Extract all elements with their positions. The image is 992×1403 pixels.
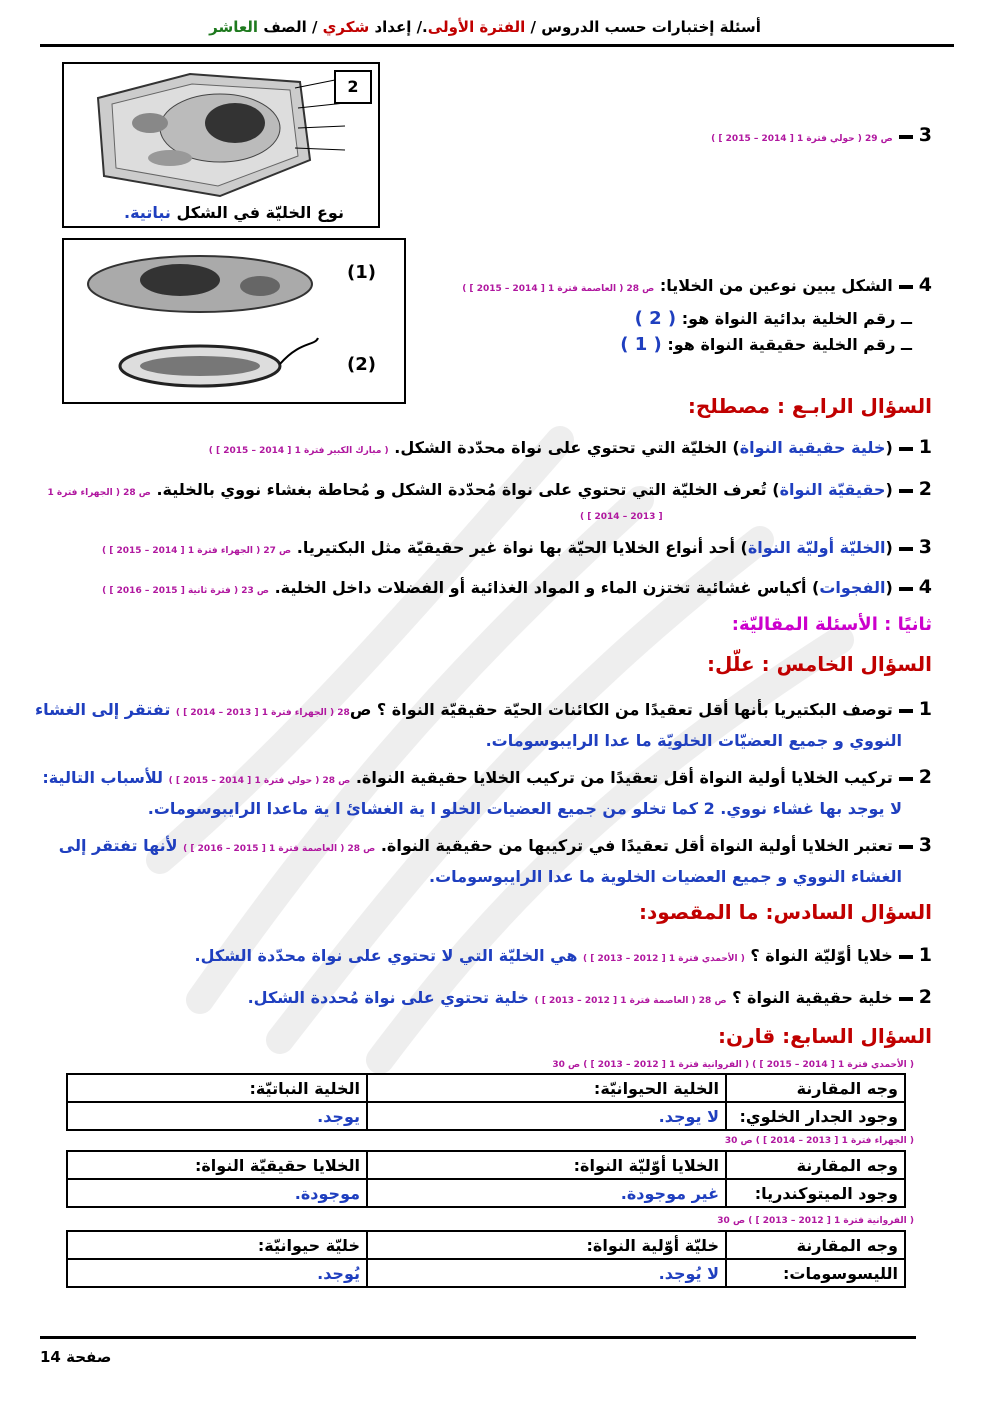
comparison-table-2 (66, 1150, 906, 1208)
question-4 (462, 272, 932, 302)
item-number: 2 (918, 986, 932, 1008)
figure-caption-answer: نباتية. (124, 203, 171, 222)
item-reference: ص 28 ( العاصمة فترة 1 [ 2015 – 2016 ] ) (183, 844, 376, 854)
table-header-row (67, 1231, 905, 1259)
item-reference: ص 28 ( الجهراء فترة 1 (47, 488, 151, 498)
question-3 (711, 124, 932, 146)
header-prepared-by: ./ إعداد (374, 18, 428, 36)
term-definition: تُعرف الخليّة التي تحتوي على نواة مُحدّدة الشكل و مُحاطة بغشاء نووي بالخلية. (156, 480, 767, 499)
reason-question: تعتبر الخلايا أولية النواة أقل تعقيدًا في تركيبها من حقيقية النواة. (380, 836, 893, 855)
reason-item-1 (35, 696, 932, 726)
table-header-cell: الخلية الحيوانيّة: (367, 1074, 726, 1102)
paren-open: ( (885, 538, 893, 557)
question-reference: ص 28 ( العاصمة فترة 1 [ 2014 – 2015 ] ) (462, 284, 655, 294)
item-number: 4 (918, 576, 932, 598)
table-row (67, 1259, 905, 1287)
table-header-cell: وجه المقارنة (726, 1231, 905, 1259)
item-reference: ص 23 ( فترة ثانية [ 2015 – 2016 ] ) (102, 586, 269, 596)
term-answer: الفجوات (819, 578, 886, 597)
q4-answer-1: ( 2 ) (634, 308, 677, 329)
table-header-cell: الخلايا حقيقيّة النواة: (67, 1151, 367, 1179)
dash-marker (899, 845, 913, 849)
table-cell: لا يُوجد. (367, 1259, 726, 1287)
dash-marker (899, 285, 913, 289)
plant-cell-drawing (70, 68, 350, 198)
meaning-question: خلايا أوّليّة النواة ؟ (750, 946, 893, 965)
table-header-cell: وجه المقارنة (726, 1074, 905, 1102)
item-reference-continued: [ 2013 – 2014 ] ) (580, 512, 663, 522)
header-period: الفترة الأولى (427, 18, 526, 36)
table-cell: غير موجودة. (367, 1179, 726, 1207)
table-cell: وجود الجدار الخلوي: (726, 1102, 905, 1130)
question-reference: ص 29 ( حولي فترة 1 [ 2014 – 2015 ] ) (711, 134, 893, 144)
two-cells-drawing (80, 246, 320, 396)
reason-question: توصف البكتيريا بأنها أقل تعقيدًا من الكائنات الحيّة حقيقيّة النواة ؟ ص (349, 700, 893, 719)
dash-marker (899, 709, 913, 713)
item-reference: ص 28 ( العاصمة فترة 1 [ 2012 – 2013 ] ) (534, 996, 727, 1006)
table-header-cell: الخلية النباتيّة: (67, 1074, 367, 1102)
cell-label-2: (2) (347, 354, 376, 375)
table-cell: لا يوجد. (367, 1102, 726, 1130)
q4-answer-2: ( 1 ) (620, 334, 662, 355)
dash-marker (899, 447, 913, 451)
header-grade-label: / الصف (263, 18, 318, 36)
table-header-row (67, 1074, 905, 1102)
item-number: 1 (918, 698, 932, 720)
section-7-title: السؤال السابع: قارن: (718, 1024, 932, 1048)
table-reference: ( الفروانية فترة 1 [ 2012 – 2013 ] ) ص 30 (717, 1216, 914, 1226)
dash-marker (899, 587, 913, 591)
reason-answer: تفتقر إلى الغشاء (34, 700, 171, 719)
table-cell: وجود الميتوكندريا: (726, 1179, 905, 1207)
paren-close: ) (812, 578, 820, 597)
table-reference: ( الجهراء فترة 1 [ 2013 – 2014 ] ) ص 30 (724, 1136, 914, 1146)
table-header-cell: الخلايا أوّليّة النواة: (367, 1151, 726, 1179)
table-cell: الليسوسومات: (726, 1259, 905, 1287)
term-definition: الخليّة التي تحتوي على نواة محدّدة الشكل. (394, 438, 727, 457)
item-reference: ص 28 ( حولي فترة 1 [ 2014 – 2015 ] ) (168, 776, 351, 786)
item-reference: ( مبارك الكبير فترة 1 [ 2014 – 2015 ] ) (208, 446, 389, 456)
term-item-2 (48, 476, 932, 506)
term-item-4 (102, 574, 932, 604)
table-cell: يوجد. (67, 1102, 367, 1130)
reason-answer: لأنها تفتقر إلى (58, 836, 178, 855)
section-4-title: السؤال الرابـع : مصطلح: (687, 394, 932, 418)
two-cells-figure (62, 238, 406, 404)
term-answer: الخليّة أوليّة النواة (747, 538, 886, 557)
header-rule (40, 44, 954, 47)
figure-caption-text: نوع الخليّة في الشكل (176, 203, 344, 222)
page-label: صفحة (66, 1348, 112, 1366)
term-answer: خلية حقيقية النواة (739, 438, 886, 457)
term-item-3 (102, 534, 932, 564)
item-number: 2 (918, 478, 932, 500)
paren-open: ( (885, 480, 893, 499)
question-text: الشكل يبين نوعين من الخلايا: (659, 276, 893, 295)
paren-close: ) (740, 538, 748, 557)
q4-line-1-text: رقم الخلية بدائية النواة هو: (681, 309, 896, 328)
header-grade: العاشر (209, 18, 259, 36)
table-cell: موجودة. (67, 1179, 367, 1207)
reason-answer-continued: لا يوجد بها غشاء نووي. 2 كما تخلو من جميع العضيات الخلو ا ية الغشائ ا ية ماعدا الرايبوسومات. (147, 799, 902, 818)
reason-answer-continued: الغشاء النووي و جميع العضيات الخلوية ما عدا الرايبوسومات. (429, 867, 902, 886)
item-number: 1 (918, 436, 932, 458)
meaning-answer: هي الخليّة التي لا تحتوي على نواة محدّدة الشكل. (194, 946, 578, 965)
dash-marker (899, 135, 913, 139)
comparison-table-3 (66, 1230, 906, 1288)
comparison-table-1 (66, 1073, 906, 1131)
section-6-title: السؤال السادس: ما المقصود: (638, 900, 932, 924)
dash-marker (899, 547, 913, 551)
dash-marker (899, 997, 913, 1001)
table-cell: يُوجد. (67, 1259, 367, 1287)
question-number: 4 (918, 274, 932, 296)
figure-number-badge: 2 (334, 70, 372, 104)
plant-cell-figure (62, 62, 380, 228)
meaning-item-2 (248, 984, 932, 1014)
table-row (67, 1102, 905, 1130)
q4-line-2-text: رقم الخلية حقيقية النواة هو: (667, 335, 896, 354)
part-2-title: ثانيًا : الأسئلة المقاليّة: (731, 614, 932, 635)
item-number: 3 (918, 536, 932, 558)
paren-close: ) (772, 480, 780, 499)
table-reference: ( الأحمدي فترة 1 [ 2014 – 2015 ] ) ( الفروانية فترة 1 [ 2012 – 2013 ] ) ص 30 (552, 1060, 914, 1070)
meaning-item-1 (195, 942, 932, 972)
item-reference: 28 ( الجهراء فترة 1 [ 2013 – 2014 ] ) (175, 708, 350, 718)
q4-line-1: ــ رقم الخلية بدائية النواة هو: ( 2 ) (634, 308, 912, 329)
item-number: 3 (918, 834, 932, 856)
item-number: 2 (918, 766, 932, 788)
item-reference: ص 27 ( الجهراء فترة 1 [ 2014 – 2015 ] ) (102, 546, 292, 556)
paren-close: ) (732, 438, 740, 457)
header-author: شكري (322, 18, 370, 36)
meaning-question: خلية حقيقية النواة ؟ (732, 988, 893, 1007)
page-number: 14 (40, 1348, 61, 1366)
reason-item-2 (42, 764, 932, 794)
paren-open: ( (885, 578, 893, 597)
header-title: أسئلة إختبارات حسب الدروس / (530, 18, 761, 36)
page-footer (40, 1348, 111, 1366)
dash-marker (899, 489, 913, 493)
reason-item-3 (59, 832, 932, 862)
section-5-title: السؤال الخامس : علّل: (707, 652, 932, 676)
paren-open: ( (885, 438, 893, 457)
table-header-cell: وجه المقارنة (726, 1151, 905, 1179)
dash-marker (899, 777, 913, 781)
question-number: 3 (918, 124, 932, 146)
table-header-row (67, 1151, 905, 1179)
dash-marker (899, 955, 913, 959)
meaning-answer: خلية تحتوي على نواة مُحددة الشكل. (247, 988, 529, 1007)
figure-caption (124, 203, 344, 222)
q4-line-2: ــ رقم الخلية حقيقية النواة هو: ( 1 ) (620, 334, 912, 355)
page-header (180, 18, 790, 36)
reason-question: تركيب الخلايا أولية النواة أقل تعقيدًا من تركيب الخلايا حقيقية النواة. (355, 768, 893, 787)
reason-answer-continued: النووي و جميع العضيّات الخلويّة ما عدا الرايبوسومات. (485, 731, 902, 750)
footer-rule (40, 1336, 916, 1339)
item-reference: ( الأحمدي فترة 1 [ 2012 – 2013 ] ) (583, 954, 745, 964)
term-answer: حقيقيّة النواة (779, 480, 886, 499)
term-definition: أحد أنواع الخلايا الحيّة بها نواة غير حقيقيّة مثل البكتيريا. (296, 538, 735, 557)
table-header-cell: خليّة حيوانيّة: (67, 1231, 367, 1259)
table-row (67, 1179, 905, 1207)
term-definition: أكياس غشائية تختزن الماء و المواد الغذائية أو الفضلات داخل الخلية. (274, 578, 807, 597)
term-item-1 (209, 434, 932, 464)
reason-answer: للأسباب التالية: (42, 768, 164, 787)
item-number: 1 (918, 944, 932, 966)
cell-label-1: (1) (347, 262, 376, 283)
table-header-cell: خليّة أوّلية النواة: (367, 1231, 726, 1259)
